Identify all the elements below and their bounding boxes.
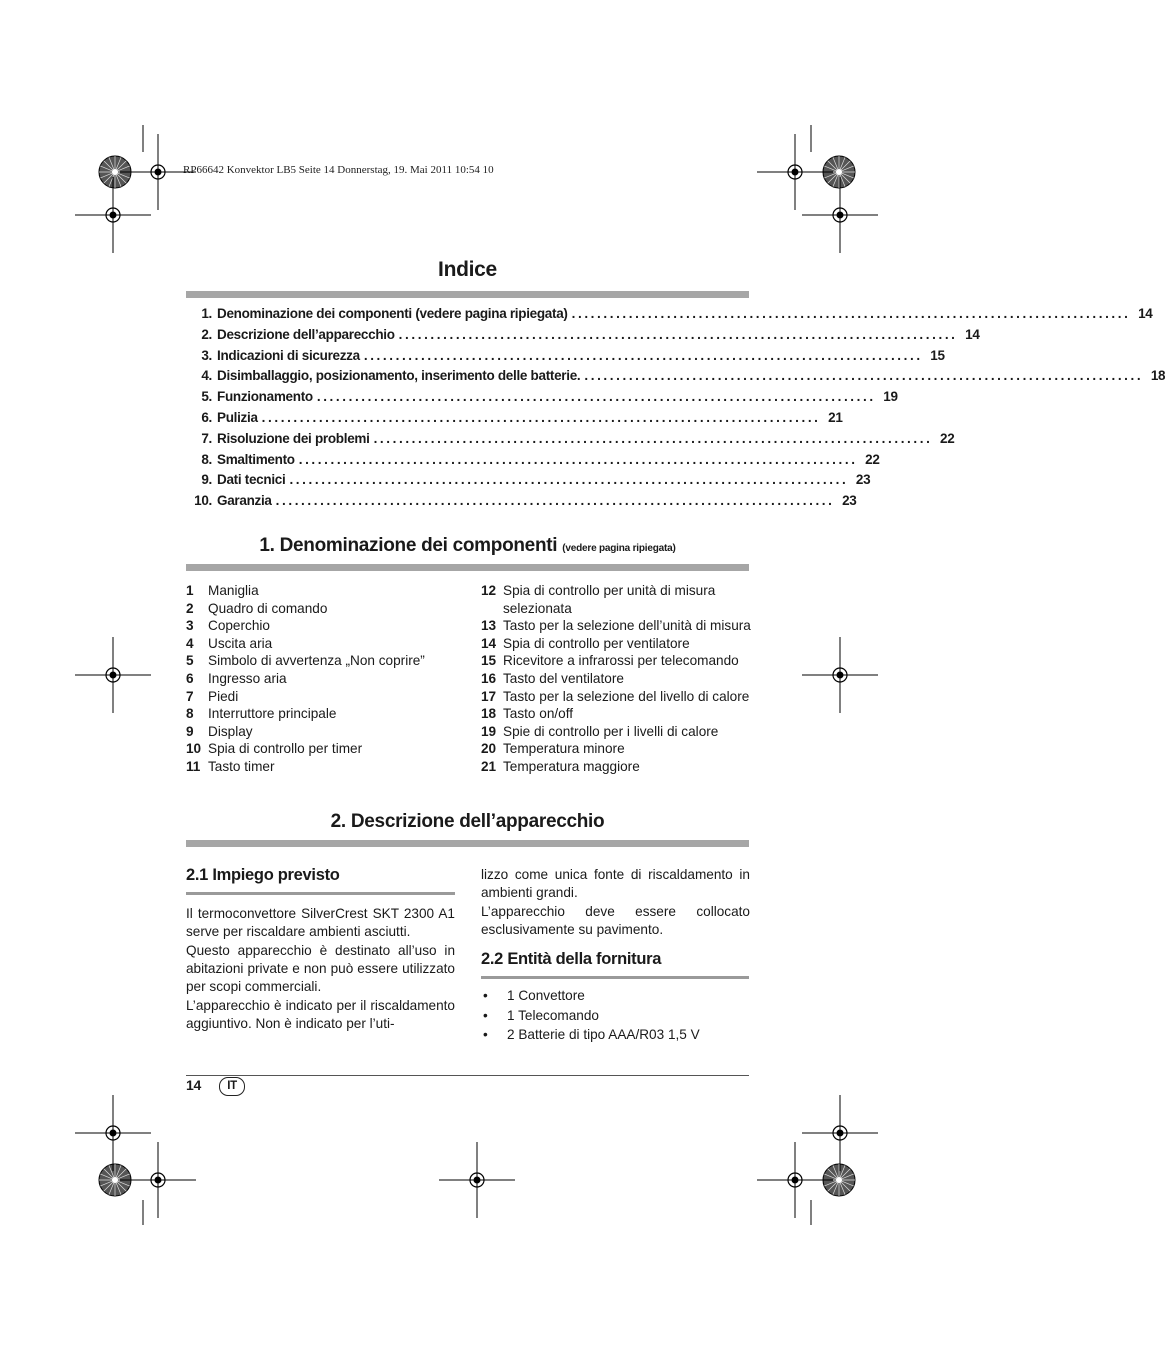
bullet-icon: • bbox=[483, 1027, 488, 1042]
list-item: • 1 Telecomando bbox=[481, 1006, 700, 1026]
subsection-2-1-heading: 2.1 Impiego previsto bbox=[186, 866, 340, 884]
toc-entry[interactable]: 6. Pulizia ........................................................................................ 21 bbox=[201, 409, 843, 425]
toc-entry[interactable]: 7. Risoluzione dei problemi ........................................................................................ 22 bbox=[201, 430, 955, 446]
list-item: 8 Interruttore principale bbox=[186, 706, 337, 722]
leader-dots: ........................................................................................ bbox=[261, 409, 821, 425]
section1-note: (vedere pagina ripiegata) bbox=[562, 543, 676, 554]
toc-entry[interactable]: 8. Smaltimento ........................................................................................ 22 bbox=[201, 451, 880, 467]
list-item: 2 Quadro di comando bbox=[186, 600, 328, 616]
toc-entry[interactable]: 5. Funzionamento ........................................................................................ 19 bbox=[201, 389, 898, 405]
leader-dots: ........................................................................................ bbox=[584, 368, 1144, 384]
parts-list-left bbox=[186, 582, 456, 776]
toc-entry[interactable]: 2. Descrizione dell’apparecchio ........................................................................................ 14 bbox=[201, 326, 980, 342]
list-item: 5 Simbolo di avvertenza „Non coprire” bbox=[186, 653, 425, 669]
list-item: 19 Spie di controllo per i livelli di calore bbox=[481, 723, 719, 739]
paragraph: lizzo come unica fonte di riscaldamento in ambienti grandi. bbox=[481, 867, 750, 900]
section2-rule bbox=[186, 840, 749, 847]
list-item: 16 Tasto del ventilatore bbox=[481, 670, 624, 686]
print-header: RP66642 Konvektor LB5 Seite 14 Donnerstag, 19. Mai 2011 10:54 10 bbox=[183, 164, 494, 176]
list-item: 3 Coperchio bbox=[186, 618, 270, 634]
section1-rule bbox=[186, 564, 749, 571]
page-number: 14 bbox=[186, 1077, 201, 1093]
section1-heading: 1. Denominazione dei componenti (vedere pagina ripiegata) bbox=[259, 535, 676, 556]
leader-dots: ........................................................................................ bbox=[316, 389, 876, 405]
list-item: 20 Temperatura minore bbox=[481, 741, 625, 757]
paragraph: Questo apparecchio è destinato all’uso in abitazioni private e non può essere utilizzato per scopi commerciali. bbox=[186, 943, 455, 994]
parts-list-right bbox=[481, 582, 751, 776]
leader-dots: ........................................................................................ bbox=[289, 472, 849, 488]
index-rule bbox=[186, 291, 749, 298]
leader-dots: ........................................................................................ bbox=[298, 451, 858, 467]
paragraph: L’apparecchio è indicato per il riscaldamento aggiuntivo. Non è indicato per l’uti- bbox=[186, 998, 455, 1031]
leader-dots: ........................................................................................ bbox=[398, 326, 958, 342]
section-2-1-text-col1 bbox=[186, 905, 455, 1034]
list-item: 12 Spia di controllo per unità di misura selezionata bbox=[481, 583, 716, 616]
leader-dots: ........................................................................................ bbox=[275, 493, 835, 509]
table-of-contents bbox=[186, 306, 1165, 514]
toc-entry[interactable]: 1. Denominazione dei componenti (vedere pagina ripiegata) ........................................................................................ 14 bbox=[201, 306, 1153, 321]
delivery-contents-list bbox=[481, 986, 700, 1045]
paragraph: L’apparecchio deve essere collocato esclusivamente su pavimento. bbox=[481, 904, 750, 937]
toc-entry[interactable]: 3. Indicazioni di sicurezza ........................................................................................ 15 bbox=[201, 347, 945, 363]
leader-dots: ........................................................................................ bbox=[571, 306, 1131, 321]
section-2-1-text-col2 bbox=[481, 866, 750, 940]
bullet-icon: • bbox=[483, 988, 488, 1003]
list-item: • 2 Batterie di tipo AAA/R03 1,5 V bbox=[481, 1025, 700, 1045]
list-item: 11 Tasto timer bbox=[186, 758, 275, 774]
list-item: 21 Temperatura maggiore bbox=[481, 758, 640, 774]
toc-entry[interactable]: 9. Dati tecnici ........................................................................................ 23 bbox=[201, 472, 871, 488]
section2-heading: 2. Descrizione dell’apparecchio bbox=[330, 811, 605, 832]
list-item: • 1 Convettore bbox=[481, 986, 700, 1006]
leader-dots: ........................................................................................ bbox=[373, 430, 933, 446]
paragraph: Il termoconvettore SilverCrest SKT 2300 A1 serve per riscaldare ambienti asciutti. bbox=[186, 906, 455, 939]
list-item: 17 Tasto per la selezione del livello di calore bbox=[481, 688, 750, 704]
toc-entry[interactable]: 10. Garanzia ........................................................................................ 23 bbox=[194, 493, 857, 509]
bullet-icon: • bbox=[483, 1007, 488, 1023]
leader-dots: ........................................................................................ bbox=[363, 347, 923, 363]
list-item: 13 Tasto per la selezione dell’unità di misura bbox=[481, 618, 751, 634]
list-item: 18 Tasto on/off bbox=[481, 706, 574, 722]
list-item: 6 Ingresso aria bbox=[186, 670, 287, 686]
list-item: 10 Spia di controllo per timer bbox=[186, 741, 363, 757]
language-badge: IT bbox=[219, 1077, 245, 1096]
toc-entry[interactable]: 4. Disimballaggio, posizionamento, inserimento delle batterie. ........................................................................................ 18 bbox=[201, 368, 1165, 384]
list-item: 7 Piedi bbox=[186, 688, 239, 704]
list-item: 15 Ricevitore a infrarossi per telecomando bbox=[481, 653, 739, 669]
index-title: Indice bbox=[438, 258, 497, 281]
list-item: 4 Uscita aria bbox=[186, 635, 273, 651]
subsection-2-1-rule bbox=[186, 892, 455, 895]
subsection-2-2-heading: 2.2 Entità della fornitura bbox=[481, 950, 662, 968]
list-item: 1 Maniglia bbox=[186, 583, 259, 598]
subsection-2-2-rule bbox=[481, 976, 749, 979]
list-item: 14 Spia di controllo per ventilatore bbox=[481, 635, 690, 651]
footer-rule bbox=[186, 1075, 749, 1076]
list-item: 9 Display bbox=[186, 723, 253, 739]
